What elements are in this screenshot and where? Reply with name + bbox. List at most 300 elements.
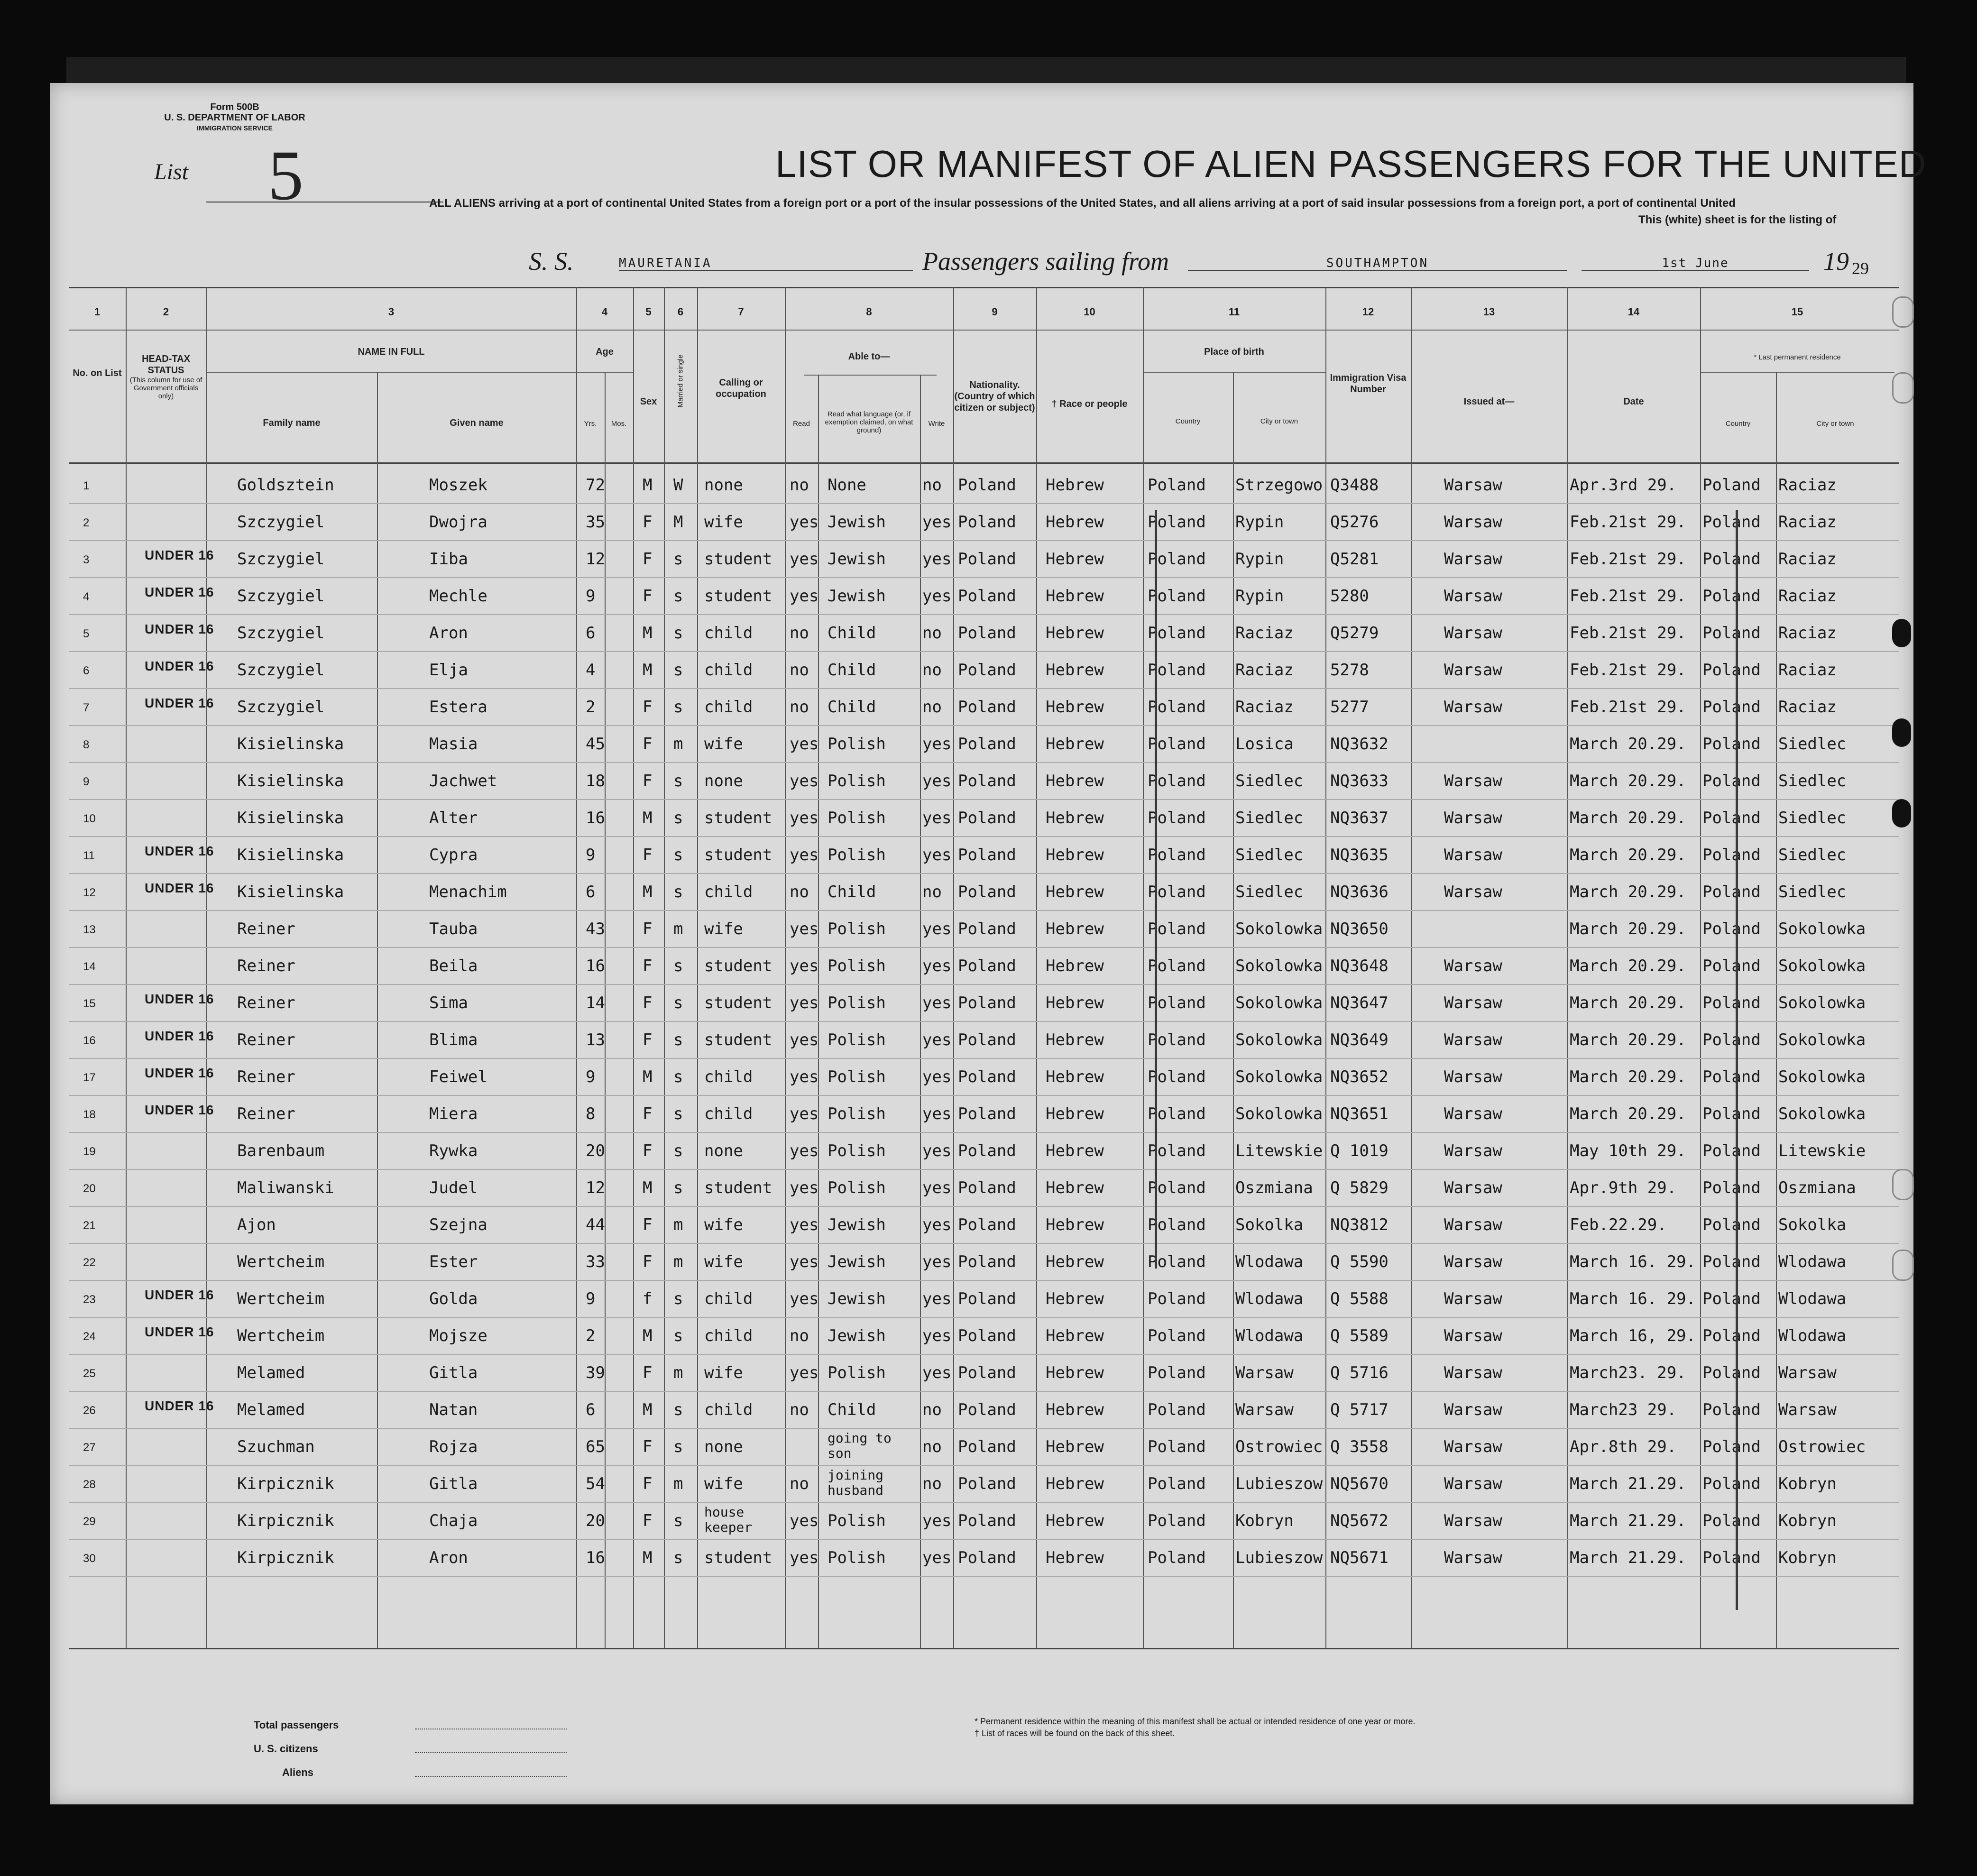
cell-nationality: Poland xyxy=(958,1178,1016,1197)
cell-read: yes xyxy=(790,1141,819,1160)
cell-given: Feiwel xyxy=(429,1067,487,1086)
header-head-tax-label: HEAD-TAX STATUS xyxy=(142,354,190,376)
cell-marital: m xyxy=(673,1252,683,1271)
cell-marital: s xyxy=(673,1104,683,1123)
cell-res-city: Sokolowka xyxy=(1778,1030,1866,1049)
cell-issued: Warsaw xyxy=(1444,698,1502,717)
cell-birth-country: Poland xyxy=(1148,476,1206,495)
cell-marital: s xyxy=(673,1030,683,1049)
cell-read: yes xyxy=(790,993,819,1012)
cell-res-city: Raciaz xyxy=(1778,476,1837,495)
cell-yrs: 12 xyxy=(586,1178,605,1197)
cell-sex: F xyxy=(643,1030,653,1049)
manifest-sheet xyxy=(50,83,1927,1804)
cell-res-country: Poland xyxy=(1702,883,1761,901)
cell-res-city: Oszmiana xyxy=(1778,1178,1856,1197)
cell-issued: Warsaw xyxy=(1444,1548,1502,1567)
cell-language: Polish xyxy=(828,1363,886,1382)
cell-issued: Warsaw xyxy=(1444,809,1502,828)
cell-birth-country: Poland xyxy=(1148,1252,1206,1271)
head-tax-stamp: UNDER 16 xyxy=(145,1287,214,1302)
cell-nationality: Poland xyxy=(958,920,1016,938)
header-name-rule xyxy=(206,372,633,373)
cell-marital: M xyxy=(673,513,683,532)
cell-marital: s xyxy=(673,1511,683,1530)
cell-sex: F xyxy=(643,1474,653,1493)
cell-given: Sima xyxy=(429,993,468,1012)
cell-family: Goldsztein xyxy=(237,476,334,495)
cell-occupation: child xyxy=(704,1400,753,1419)
cell-language: Jewish xyxy=(828,513,886,532)
cell-race: Hebrew xyxy=(1046,1400,1104,1419)
cell-res-country: Poland xyxy=(1702,1289,1761,1308)
header-head-tax-note: (This column for use of Government officials only) xyxy=(129,376,202,400)
cell-read: yes xyxy=(790,513,819,532)
cell-birth-city: Rypin xyxy=(1235,550,1284,569)
cell-occupation: student xyxy=(704,1178,772,1197)
cell-date: May 10th 29. xyxy=(1570,1141,1686,1160)
cell-write: yes xyxy=(922,1363,952,1382)
cell-res-country: Poland xyxy=(1702,735,1761,754)
cell-visa: NQ3651 xyxy=(1330,1104,1388,1123)
cell-given: Rojza xyxy=(429,1437,478,1456)
cell-date: Feb.21st 29. xyxy=(1570,624,1686,643)
cell-read: yes xyxy=(790,1030,819,1049)
cell-race: Hebrew xyxy=(1046,661,1104,680)
cell-family: Kirpicznik xyxy=(237,1474,334,1493)
year-prefix: 19 xyxy=(1823,247,1849,276)
cell-birth-city: Siedlec xyxy=(1235,846,1304,864)
cell-occupation: student xyxy=(704,550,772,569)
col-num-12: 12 xyxy=(1362,306,1374,318)
cell-issued: Warsaw xyxy=(1444,513,1502,532)
cell-occupation: wife xyxy=(704,735,743,754)
cell-res-country: Poland xyxy=(1702,1437,1761,1456)
table-row xyxy=(50,800,1913,837)
cell-occupation: student xyxy=(704,956,772,975)
cell-date: March 20.29. xyxy=(1570,920,1686,938)
cell-res-country: Poland xyxy=(1702,1104,1761,1123)
cell-res-city: Raciaz xyxy=(1778,587,1837,606)
footnote-races: † List of races will be found on the back of this sheet. xyxy=(975,1729,1175,1738)
cell-family: Kirpicznik xyxy=(237,1511,334,1530)
cell-race: Hebrew xyxy=(1046,772,1104,791)
ss-label: S. S. xyxy=(529,247,574,276)
header-issued-at: Issued at— xyxy=(1463,396,1515,407)
cell-date: March 16. 29. xyxy=(1570,1252,1696,1271)
service-name: IMMIGRATION SERVICE xyxy=(197,124,273,132)
cell-read: yes xyxy=(790,1252,819,1271)
cell-res-country: Poland xyxy=(1702,772,1761,791)
cell-language: Jewish xyxy=(828,587,886,606)
cell-birth-country: Poland xyxy=(1148,1289,1206,1308)
cell-yrs: 6 xyxy=(586,624,596,643)
table-row xyxy=(50,504,1913,541)
header-visa-number: Immigration Visa Number xyxy=(1330,373,1407,395)
cell-occupation: child xyxy=(704,883,753,901)
header-birth-city: City or town xyxy=(1260,417,1298,425)
cell-date: March 20.29. xyxy=(1570,956,1686,975)
table-row xyxy=(50,1429,1913,1466)
cell-read: yes xyxy=(790,809,819,828)
table-row xyxy=(50,615,1913,652)
cell-visa: NQ3637 xyxy=(1330,809,1388,828)
cell-nationality: Poland xyxy=(958,809,1016,828)
cell-sex: M xyxy=(643,476,653,495)
cell-sex: M xyxy=(643,1178,653,1197)
head-tax-stamp: UNDER 16 xyxy=(145,659,214,673)
punch-hole xyxy=(1892,619,1911,647)
cell-write: yes xyxy=(922,513,952,532)
punch-hole xyxy=(1892,799,1911,828)
list-number: 5 xyxy=(268,136,303,215)
row-number: 7 xyxy=(83,701,90,714)
cell-family: Kirpicznik xyxy=(237,1548,334,1567)
cell-write: yes xyxy=(922,587,952,606)
cell-birth-city: Losica xyxy=(1235,735,1294,754)
cell-nationality: Poland xyxy=(958,772,1016,791)
cell-birth-city: Rypin xyxy=(1235,587,1284,606)
cell-birth-city: Siedlec xyxy=(1235,809,1304,828)
cell-yrs: 13 xyxy=(586,1030,605,1049)
cell-birth-city: Wlodawa xyxy=(1235,1326,1304,1345)
header-birth-rule xyxy=(1143,372,1325,373)
cell-given: Jachwet xyxy=(429,772,497,791)
cell-visa: NQ3647 xyxy=(1330,993,1388,1012)
sailing-date: 1st June xyxy=(1582,256,1809,271)
cell-birth-country: Poland xyxy=(1148,920,1206,938)
cell-issued: Warsaw xyxy=(1444,1289,1502,1308)
cell-res-city: Sokolowka xyxy=(1778,993,1866,1012)
cell-given: Masia xyxy=(429,735,478,754)
cell-res-country: Poland xyxy=(1702,956,1761,975)
row-number: 24 xyxy=(83,1330,96,1343)
cell-res-city: Litewskie xyxy=(1778,1141,1866,1160)
cell-read: yes xyxy=(790,735,819,754)
cell-res-city: Raciaz xyxy=(1778,624,1837,643)
cell-read: no xyxy=(790,1326,809,1345)
row-number: 26 xyxy=(83,1404,96,1417)
cell-occupation: child xyxy=(704,1326,753,1345)
cell-marital: s xyxy=(673,587,683,606)
cell-birth-city: Rypin xyxy=(1235,513,1284,532)
cell-occupation: wife xyxy=(704,1215,743,1234)
cell-res-country: Poland xyxy=(1702,1178,1761,1197)
cell-issued: Warsaw xyxy=(1444,1178,1502,1197)
cell-date: March 20.29. xyxy=(1570,1030,1686,1049)
cell-read: no xyxy=(790,883,809,901)
us-citizens-line xyxy=(415,1752,567,1753)
cell-yrs: 16 xyxy=(586,809,605,828)
cell-visa: Q5281 xyxy=(1330,550,1379,569)
cell-occupation: child xyxy=(704,1067,753,1086)
table-row xyxy=(50,1133,1913,1170)
cell-read: yes xyxy=(790,1363,819,1382)
cell-birth-city: Sokolowka xyxy=(1235,1067,1323,1086)
cell-read: yes xyxy=(790,1215,819,1234)
cell-birth-city: Warsaw xyxy=(1235,1400,1294,1419)
cell-family: Barenbaum xyxy=(237,1141,325,1160)
table-top-border xyxy=(69,287,1899,288)
cell-nationality: Poland xyxy=(958,883,1016,901)
cell-date: March 20.29. xyxy=(1570,772,1686,791)
cell-date: Apr.9th 29. xyxy=(1570,1178,1677,1197)
cell-birth-country: Poland xyxy=(1148,1511,1206,1530)
cell-marital: s xyxy=(673,1141,683,1160)
cell-nationality: Poland xyxy=(958,698,1016,717)
cell-language: Child xyxy=(828,661,876,680)
cell-family: Reiner xyxy=(237,920,295,938)
cell-birth-country: Poland xyxy=(1148,993,1206,1012)
cell-issued: Warsaw xyxy=(1444,1030,1502,1049)
cell-language: Polish xyxy=(828,1548,886,1567)
table-row xyxy=(50,578,1913,615)
cell-language: Child xyxy=(828,698,876,717)
cell-nationality: Poland xyxy=(958,476,1016,495)
head-tax-stamp: UNDER 16 xyxy=(145,1029,214,1043)
row-number: 17 xyxy=(83,1071,96,1084)
cell-read: yes xyxy=(790,846,819,864)
cell-race: Hebrew xyxy=(1046,1104,1104,1123)
cell-family: Kisielinska xyxy=(237,883,344,901)
cell-occupation: student xyxy=(704,1548,772,1567)
cell-res-country: Poland xyxy=(1702,550,1761,569)
cell-family: Szuchman xyxy=(237,1437,315,1456)
cell-marital: s xyxy=(673,883,683,901)
manifest-subtitle-2: This (white) sheet is for the listing of xyxy=(1638,213,1837,226)
cell-yrs: 44 xyxy=(586,1215,605,1234)
cell-race: Hebrew xyxy=(1046,920,1104,938)
cell-sex: F xyxy=(643,513,653,532)
cell-issued: Warsaw xyxy=(1444,624,1502,643)
total-passengers-label: Total passengers xyxy=(254,1719,339,1731)
cell-race: Hebrew xyxy=(1046,1030,1104,1049)
cell-yrs: 20 xyxy=(586,1511,605,1530)
cell-marital: s xyxy=(673,1067,683,1086)
cell-issued: Warsaw xyxy=(1444,476,1502,495)
cell-res-country: Poland xyxy=(1702,698,1761,717)
cell-occupation: wife xyxy=(704,513,743,532)
cell-language: Child xyxy=(828,883,876,901)
cell-visa: Q5279 xyxy=(1330,624,1379,643)
cell-race: Hebrew xyxy=(1046,1474,1104,1493)
table-row xyxy=(50,541,1913,578)
cell-res-country: Poland xyxy=(1702,993,1761,1012)
cell-issued: Warsaw xyxy=(1444,1067,1502,1086)
head-tax-stamp: UNDER 16 xyxy=(145,585,214,599)
row-number: 2 xyxy=(83,516,90,529)
cell-race: Hebrew xyxy=(1046,1326,1104,1345)
cell-write: yes xyxy=(922,1548,952,1567)
cell-language: joining husband xyxy=(828,1467,884,1498)
header-no-on-list: No. on List xyxy=(73,368,122,378)
header-race: † Race or people xyxy=(1051,399,1128,409)
cell-res-city: Sokolka xyxy=(1778,1215,1847,1234)
cell-language: Jewish xyxy=(828,1289,886,1308)
cell-issued: Warsaw xyxy=(1444,846,1502,864)
table-row xyxy=(50,837,1913,874)
form-number: Form 500B xyxy=(210,102,259,112)
footnote-residence: * Permanent residence within the meaning of this manifest shall be actual or intended residence of one year or more. xyxy=(975,1717,1416,1726)
col-num-2: 2 xyxy=(163,306,169,318)
col-num-1: 1 xyxy=(94,306,101,318)
cell-given: Iiba xyxy=(429,550,468,569)
cell-issued: Warsaw xyxy=(1444,1141,1502,1160)
cell-res-country: Poland xyxy=(1702,809,1761,828)
cell-birth-city: Wlodawa xyxy=(1235,1252,1304,1271)
table-row xyxy=(50,1244,1913,1281)
cell-nationality: Poland xyxy=(958,587,1016,606)
table-row xyxy=(50,467,1913,504)
cell-read: yes xyxy=(790,550,819,569)
head-tax-stamp: UNDER 16 xyxy=(145,1103,214,1117)
header-able-rule xyxy=(804,375,937,376)
cell-res-country: Poland xyxy=(1702,476,1761,495)
cell-marital: s xyxy=(673,1289,683,1308)
cell-language: Jewish xyxy=(828,1326,886,1345)
cell-race: Hebrew xyxy=(1046,993,1104,1012)
cell-nationality: Poland xyxy=(958,1141,1016,1160)
cell-issued: Warsaw xyxy=(1444,1326,1502,1345)
row-number: 25 xyxy=(83,1367,96,1380)
cell-occupation: wife xyxy=(704,920,743,938)
cell-visa: Q 5588 xyxy=(1330,1289,1388,1308)
cell-issued: Warsaw xyxy=(1444,772,1502,791)
cell-family: Melamed xyxy=(237,1400,305,1419)
cell-res-city: Sokolowka xyxy=(1778,1104,1866,1123)
header-res-city: City or town xyxy=(1816,420,1854,428)
cell-marital: s xyxy=(673,1326,683,1345)
cell-read: yes xyxy=(790,587,819,606)
cell-visa: NQ3635 xyxy=(1330,846,1388,864)
table-row xyxy=(50,1540,1913,1577)
cell-language: Polish xyxy=(828,1511,886,1530)
cell-date: March 21.29. xyxy=(1570,1548,1686,1567)
cell-issued: Warsaw xyxy=(1444,1363,1502,1382)
header-given-name: Given name xyxy=(450,418,504,428)
cell-birth-city: Warsaw xyxy=(1235,1363,1294,1382)
col-num-6: 6 xyxy=(677,306,684,318)
cell-yrs: 12 xyxy=(586,550,605,569)
cell-visa: NQ3632 xyxy=(1330,735,1388,754)
manifest-title: LIST OR MANIFEST OF ALIEN PASSENGERS FOR THE UNITED xyxy=(775,143,1927,185)
cell-occupation: wife xyxy=(704,1252,743,1271)
cell-res-country: Poland xyxy=(1702,1511,1761,1530)
cell-race: Hebrew xyxy=(1046,550,1104,569)
cell-sex: M xyxy=(643,624,653,643)
cell-write: yes xyxy=(922,550,952,569)
cell-birth-city: Sokolowka xyxy=(1235,1104,1323,1123)
department-name: U. S. DEPARTMENT OF LABOR xyxy=(164,112,305,123)
cell-issued: Warsaw xyxy=(1444,550,1502,569)
cell-marital: s xyxy=(673,624,683,643)
cell-given: Mechle xyxy=(429,587,487,606)
cell-occupation: none xyxy=(704,1141,743,1160)
cell-birth-country: Poland xyxy=(1148,624,1206,643)
cell-language: Polish xyxy=(828,1141,886,1160)
cell-marital: s xyxy=(673,809,683,828)
head-tax-stamp: UNDER 16 xyxy=(145,622,214,636)
head-tax-stamp: UNDER 16 xyxy=(145,696,214,710)
cell-write: no xyxy=(922,1474,942,1493)
cell-sex: F xyxy=(643,1363,653,1382)
row-number: 20 xyxy=(83,1182,96,1195)
cell-yrs: 43 xyxy=(586,920,605,938)
row-number: 30 xyxy=(83,1552,96,1565)
cell-nationality: Poland xyxy=(958,1474,1016,1493)
cell-visa: Q 5589 xyxy=(1330,1326,1388,1345)
col-num-4: 4 xyxy=(601,306,608,318)
cell-language: Polish xyxy=(828,846,886,864)
passenger-rows xyxy=(50,467,1913,1577)
cell-date: March 20.29. xyxy=(1570,809,1686,828)
cell-sex: F xyxy=(643,1252,653,1271)
cell-res-country: Poland xyxy=(1702,1400,1761,1419)
cell-res-country: Poland xyxy=(1702,1252,1761,1271)
cell-sex: F xyxy=(643,920,653,938)
cell-issued: Warsaw xyxy=(1444,956,1502,975)
cell-family: Melamed xyxy=(237,1363,305,1382)
cell-nationality: Poland xyxy=(958,550,1016,569)
cell-family: Reiner xyxy=(237,1104,295,1123)
cell-language: Child xyxy=(828,1400,876,1419)
cell-given: Szejna xyxy=(429,1215,487,1234)
cell-sex: F xyxy=(643,993,653,1012)
table-bottom-border xyxy=(69,1648,1899,1649)
cell-visa: NQ3812 xyxy=(1330,1215,1388,1234)
cell-issued: Warsaw xyxy=(1444,883,1502,901)
cell-family: Kisielinska xyxy=(237,846,344,864)
cell-nationality: Poland xyxy=(958,1437,1016,1456)
cell-issued: Warsaw xyxy=(1444,993,1502,1012)
cell-occupation: wife xyxy=(704,1363,743,1382)
header-read-language: Read what language (or, if exemption claimed, on what ground) xyxy=(825,410,913,434)
row-number: 28 xyxy=(83,1478,96,1491)
cell-marital: W xyxy=(673,476,683,495)
col-num-15: 15 xyxy=(1791,306,1803,318)
cell-write: yes xyxy=(922,1252,952,1271)
cell-visa: 5280 xyxy=(1330,587,1369,606)
row-number: 15 xyxy=(83,997,96,1010)
cell-race: Hebrew xyxy=(1046,735,1104,754)
cell-given: Blima xyxy=(429,1030,478,1049)
cell-birth-country: Poland xyxy=(1148,809,1206,828)
cell-visa: Q 1019 xyxy=(1330,1141,1388,1160)
row-number: 5 xyxy=(83,627,90,640)
cell-write: no xyxy=(922,476,942,495)
cell-birth-city: Sokolowka xyxy=(1235,956,1323,975)
cell-write: no xyxy=(922,1437,942,1456)
aliens-label: Aliens xyxy=(282,1766,314,1778)
cell-visa: 5277 xyxy=(1330,698,1369,717)
cell-given: Miera xyxy=(429,1104,478,1123)
cell-family: Reiner xyxy=(237,993,295,1012)
cell-occupation: child xyxy=(704,1289,753,1308)
cell-sex: F xyxy=(643,587,653,606)
sailing-label: Passengers sailing from xyxy=(922,247,1169,276)
cell-family: Reiner xyxy=(237,1030,295,1049)
cell-occupation: student xyxy=(704,587,772,606)
cell-date: March23. 29. xyxy=(1570,1363,1686,1382)
cell-visa: NQ3650 xyxy=(1330,920,1388,938)
cell-res-country: Poland xyxy=(1702,587,1761,606)
cell-sex: F xyxy=(643,1215,653,1234)
cell-marital: m xyxy=(673,1474,683,1493)
row-number: 18 xyxy=(83,1108,96,1121)
cell-nationality: Poland xyxy=(958,1215,1016,1234)
row-number: 3 xyxy=(83,553,90,566)
cell-language: Jewish xyxy=(828,1215,886,1234)
